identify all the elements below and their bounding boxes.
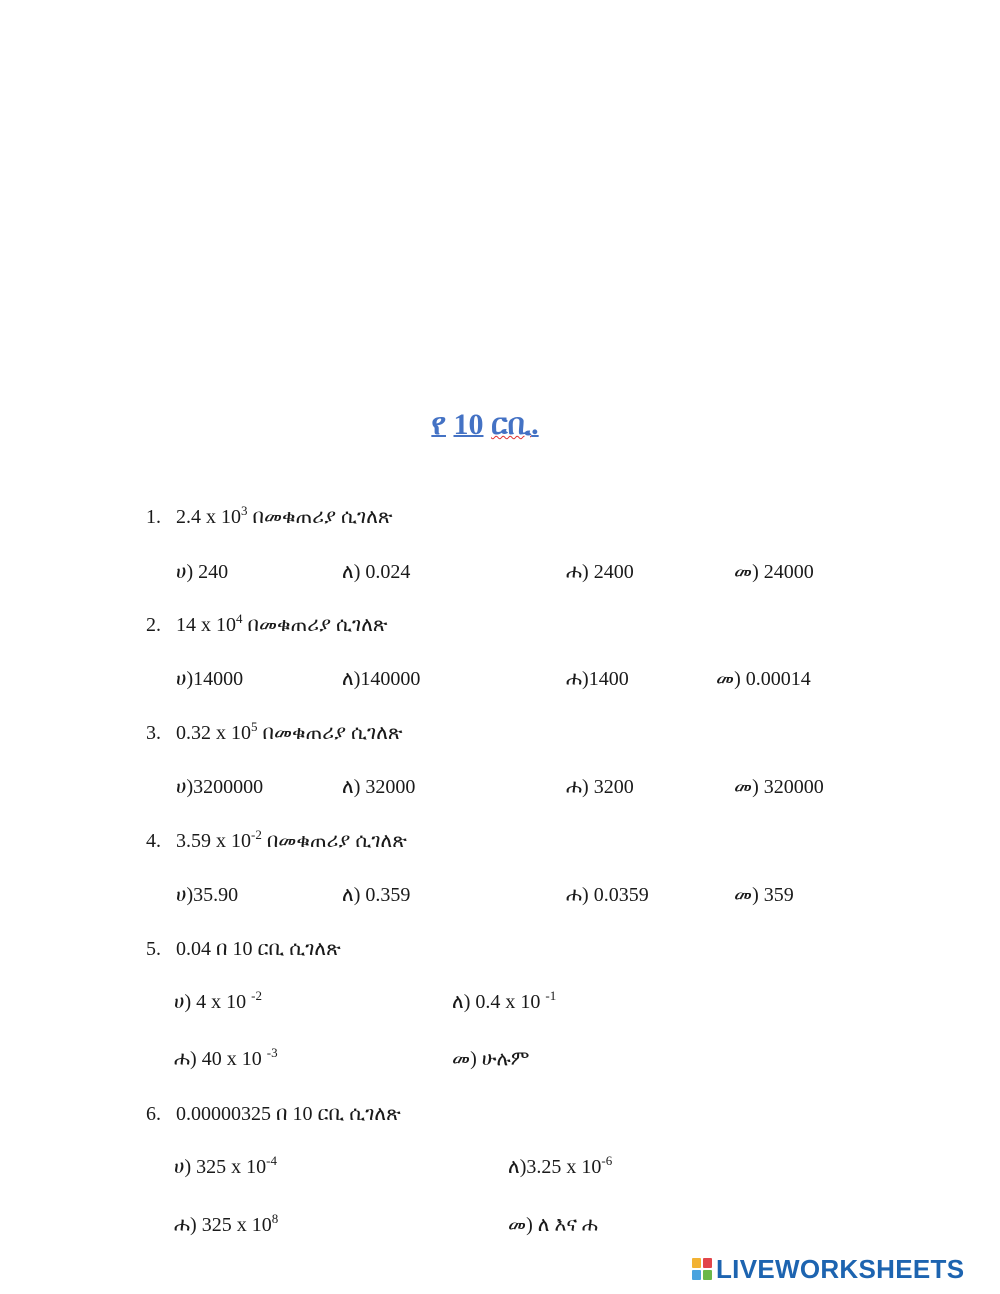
question-suffix: በመቁጠሪያ ሲገለጽ xyxy=(247,614,388,636)
question-number: 2. xyxy=(146,614,161,636)
question-suffix: በመቁጠሪያ ሲገለጽ xyxy=(252,506,393,528)
option-d[interactable]: መ) 0.00014 xyxy=(716,668,811,690)
option-b[interactable]: ለ)140000 xyxy=(342,668,421,690)
question-base: 0.32 x 10 xyxy=(176,722,251,744)
question-suffix: በመቁጠሪያ ሲገለጽ xyxy=(266,830,407,852)
question-exponent: 5 xyxy=(251,719,258,734)
question-exponent: 3 xyxy=(241,503,248,518)
title-dot: . xyxy=(531,408,539,441)
option-a[interactable]: ሀ)35.90 xyxy=(176,884,239,906)
option-d[interactable]: መ) 320000 xyxy=(734,776,824,798)
question-text: 0.04 በ 10 ርቢ ሲገለጽ xyxy=(176,938,341,960)
option-a[interactable] xyxy=(174,1153,277,1179)
option-c[interactable]: ሐ) 0.0359 xyxy=(566,884,649,906)
option-base: ሐ) 325 x 10 xyxy=(174,1214,272,1236)
question-number: 3. xyxy=(146,722,161,744)
option-base: ለ) 0.4 x 10 xyxy=(452,991,546,1013)
option-exponent: -1 xyxy=(545,988,557,1003)
question-4 xyxy=(146,827,407,853)
option-d[interactable]: መ) 359 xyxy=(734,884,794,906)
title-prefix: የ xyxy=(431,408,446,441)
question-exponent: -2 xyxy=(251,827,262,842)
worksheet-title xyxy=(0,408,970,442)
question-3 xyxy=(146,719,403,745)
question-text: 0.00000325 በ 10 ርቢ ሲገለጽ xyxy=(176,1103,401,1125)
option-exponent: 8 xyxy=(271,1211,279,1226)
option-c[interactable] xyxy=(174,1045,278,1071)
option-b[interactable]: ለ) 32000 xyxy=(342,776,416,798)
question-6 xyxy=(146,1103,401,1126)
question-exponent: 4 xyxy=(236,611,243,626)
option-a[interactable] xyxy=(174,988,262,1014)
option-b[interactable] xyxy=(452,988,557,1014)
question-base: 3.59 x 10 xyxy=(176,830,251,852)
question-base: 2.4 x 10 xyxy=(176,506,241,528)
option-c[interactable] xyxy=(174,1211,279,1237)
question-number: 1. xyxy=(146,506,161,528)
option-a[interactable]: ሀ)14000 xyxy=(176,668,244,690)
option-d[interactable]: መ) ለ እና ሐ xyxy=(508,1214,598,1236)
question-1 xyxy=(146,503,393,529)
option-c[interactable]: ሐ)1400 xyxy=(566,668,629,690)
option-exponent: -4 xyxy=(266,1153,277,1168)
question-5 xyxy=(146,938,341,961)
option-exponent: -2 xyxy=(251,988,262,1003)
option-b[interactable]: ለ) 0.359 xyxy=(342,884,411,906)
option-b[interactable]: ለ) 0.024 xyxy=(342,561,411,583)
option-d[interactable]: መ) 24000 xyxy=(734,561,814,583)
option-b[interactable] xyxy=(508,1153,613,1179)
question-number: 6. xyxy=(146,1103,161,1125)
option-c[interactable]: ሐ) 2400 xyxy=(566,561,634,583)
option-base: ሀ) 325 x 10 xyxy=(174,1156,267,1178)
option-d[interactable]: መ) ሁሉም xyxy=(452,1048,530,1070)
title-word: ርቢ xyxy=(490,408,532,441)
liveworksheets-icon xyxy=(692,1258,712,1280)
question-2 xyxy=(146,611,388,637)
option-c[interactable]: ሐ) 3200 xyxy=(566,776,634,798)
question-number: 4. xyxy=(146,830,161,852)
option-a[interactable]: ሀ) 240 xyxy=(176,561,229,583)
title-number: 10 xyxy=(453,408,484,441)
option-exponent: -3 xyxy=(266,1045,278,1060)
question-number: 5. xyxy=(146,938,161,960)
option-base: ለ)3.25 x 10 xyxy=(508,1156,602,1178)
option-base: ሐ) 40 x 10 xyxy=(174,1048,267,1070)
option-base: ሀ) 4 x 10 xyxy=(174,991,252,1013)
option-exponent: -6 xyxy=(601,1153,613,1168)
option-a[interactable]: ሀ)3200000 xyxy=(176,776,264,798)
question-suffix: በመቁጠሪያ ሲገለጽ xyxy=(262,722,403,744)
question-base: 14 x 10 xyxy=(176,614,236,636)
liveworksheets-wordmark: LIVEWORKSHEETS xyxy=(716,1253,965,1284)
liveworksheets-logo xyxy=(692,1254,964,1284)
